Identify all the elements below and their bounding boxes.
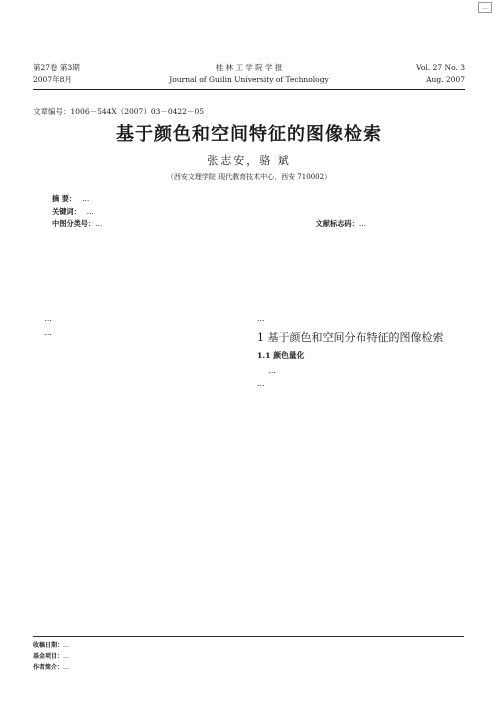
footnotes	[33, 636, 464, 673]
clc-number: 中图分类号：…	[52, 219, 103, 228]
fund-info: 基金项目：…	[33, 653, 70, 660]
formula-line: …	[257, 379, 265, 389]
intro-paragraph-1: …	[44, 314, 52, 323]
journal-name-en: Journal of Guilin University of Technology	[169, 75, 329, 84]
left-column	[33, 312, 240, 339]
abstract	[52, 193, 446, 206]
keywords-label: 关键词：	[52, 206, 81, 216]
volume-en: Vol. 27 No. 3	[416, 63, 465, 72]
subsection-heading-1-1: 1.1 颜色量化	[257, 350, 305, 360]
journal-name-cn: 桂 林 工 学 院 学 报	[215, 63, 283, 72]
abstract-block	[52, 193, 446, 231]
journal-header	[33, 62, 465, 90]
keywords	[52, 206, 446, 219]
right-column	[257, 312, 464, 391]
keywords-text: …	[86, 206, 94, 216]
section-heading-1: 1 基于颜色和空间分布特征的图像检索	[257, 330, 444, 344]
abstract-text: …	[82, 194, 90, 203]
intro-paragraph-continued: …	[257, 314, 265, 323]
article-number: 文章编号：1006－544X（2007）03－0422－05	[33, 107, 205, 116]
received-date: 收稿日期：…	[33, 642, 70, 649]
author-bio: 作者简介：…	[33, 664, 70, 671]
authors: 张志安，骆 斌	[207, 154, 291, 167]
affiliation: （西安文理学院 现代教育技术中心，西安 710002）	[166, 173, 332, 181]
paper-title: 基于颜色和空间特征的图像检索	[116, 124, 382, 145]
abstract-label: 摘 要：	[52, 194, 77, 203]
color-quantization-paragraph: …	[268, 365, 276, 375]
document-code: 文献标志码：…	[315, 219, 366, 228]
classification-row	[52, 218, 446, 231]
header-rule	[33, 89, 465, 90]
date-cn: 2007年8月	[33, 75, 72, 84]
volume-cn: 第27卷 第3期	[33, 63, 80, 72]
intro-paragraph-2: …	[44, 327, 52, 337]
watermark: …	[478, 2, 492, 13]
date-en: Aug. 2007	[426, 75, 465, 84]
